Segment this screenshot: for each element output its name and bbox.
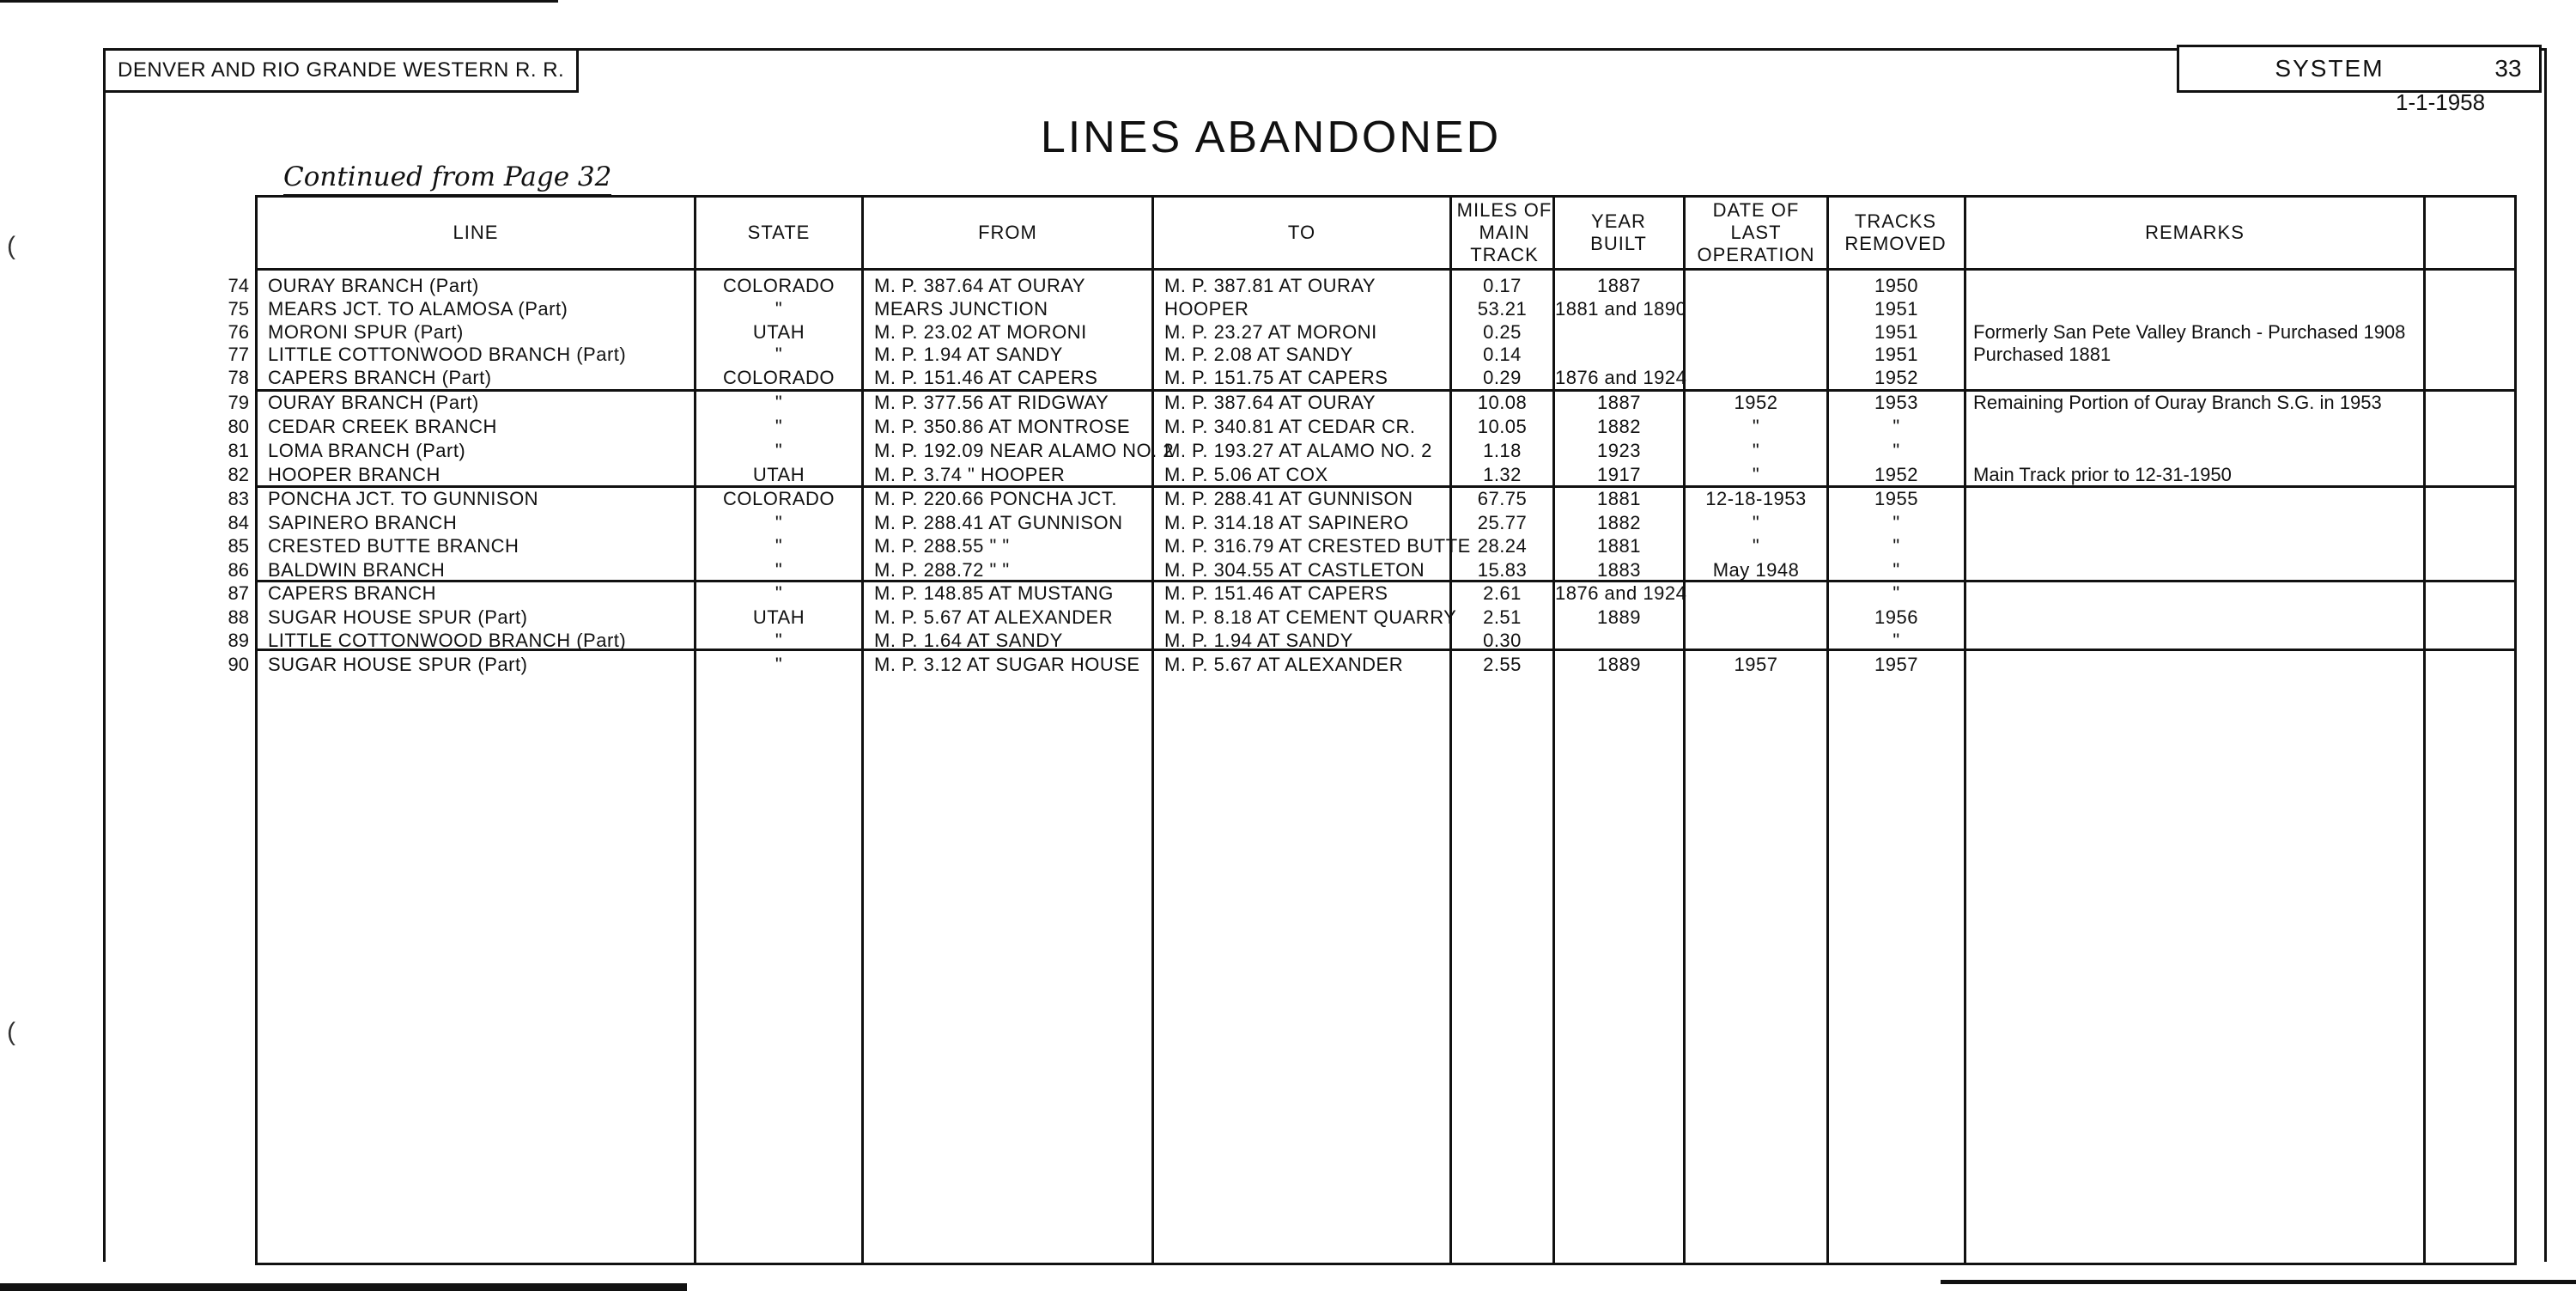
cell-state: " [775, 582, 783, 604]
cell-year-built: 1923 [1597, 440, 1641, 461]
row-number: 84 [228, 512, 249, 533]
cell-line: LITTLE COTTONWOOD BRANCH (Part) [268, 344, 627, 365]
cell-date-last: " [1752, 512, 1760, 533]
cell-line: CEDAR CREEK BRANCH [268, 416, 497, 437]
cell-year-built: 1883 [1597, 559, 1641, 581]
cell-line: MEARS JCT. TO ALAMOSA (Part) [268, 298, 568, 320]
cell-miles: 10.05 [1477, 416, 1528, 437]
column-header-date-last-operation: DATE OF LAST OPERATION [1697, 199, 1815, 265]
cell-state: UTAH [752, 464, 805, 485]
railroad-name: DENVER AND RIO GRANDE WESTERN R. R. [103, 48, 579, 93]
cell-from: M. P. 23.02 AT MORONI [874, 321, 1087, 343]
row-number: 78 [228, 367, 249, 388]
cell-tracks-removed: 1955 [1874, 488, 1918, 509]
cell-date-last: " [1752, 416, 1760, 437]
cell-tracks-removed: 1951 [1874, 298, 1918, 320]
cell-from: M. P. 377.56 AT RIDGWAY [874, 392, 1109, 413]
column-header-from: FROM [978, 222, 1037, 243]
cell-line: PONCHA JCT. TO GUNNISON [268, 488, 539, 509]
row-number: 77 [228, 344, 249, 365]
row-number: 75 [228, 298, 249, 320]
cell-tracks-removed: 1956 [1874, 606, 1918, 628]
cell-to: M. P. 288.41 AT GUNNISON [1164, 488, 1413, 509]
row-number: 83 [228, 488, 249, 509]
header-divider [255, 268, 2514, 271]
cell-from: M. P. 220.66 PONCHA JCT. [874, 488, 1118, 509]
column-divider [1683, 195, 1686, 1263]
cell-miles: 2.55 [1483, 654, 1522, 675]
cell-state: UTAH [752, 321, 805, 343]
cell-miles: 15.83 [1477, 559, 1528, 581]
cell-line: OURAY BRANCH (Part) [268, 392, 479, 413]
cell-year-built: 1881 and 1890 [1555, 298, 1687, 320]
cell-miles: 1.18 [1483, 440, 1522, 461]
scan-edge-top [0, 0, 558, 3]
row-number: 88 [228, 606, 249, 628]
cell-line: LOMA BRANCH (Part) [268, 440, 466, 461]
cell-date-last: " [1752, 440, 1760, 461]
row-number: 79 [228, 392, 249, 413]
cell-from: M. P. 1.64 AT SANDY [874, 630, 1063, 651]
cell-miles: 28.24 [1477, 535, 1528, 557]
cell-to: M. P. 2.08 AT SANDY [1164, 344, 1353, 365]
cell-year-built: 1881 [1597, 488, 1641, 509]
column-header-remarks: REMARKS [2145, 222, 2245, 243]
cell-to: M. P. 8.18 AT CEMENT QUARRY [1164, 606, 1457, 628]
cell-tracks-removed: " [1893, 630, 1900, 651]
cell-year-built: 1876 and 1924 [1555, 367, 1687, 388]
row-number: 85 [228, 535, 249, 557]
column-divider [861, 195, 864, 1263]
cell-from: M. P. 3.74 " HOOPER [874, 464, 1066, 485]
row-number: 89 [228, 630, 249, 651]
cell-from: M. P. 3.12 AT SUGAR HOUSE [874, 654, 1140, 675]
cell-state: COLORADO [723, 367, 835, 388]
column-header-state: STATE [747, 222, 811, 243]
scan-edge-bottom [0, 1283, 687, 1291]
cell-state: COLORADO [723, 275, 835, 296]
column-divider [1964, 195, 1966, 1263]
cell-tracks-removed: " [1893, 535, 1900, 557]
cell-to: M. P. 314.18 AT SAPINERO [1164, 512, 1409, 533]
cell-miles: 2.51 [1483, 606, 1522, 628]
column-divider [1552, 195, 1555, 1263]
cell-year-built: 1881 [1597, 535, 1641, 557]
cell-miles: 0.25 [1483, 321, 1522, 343]
cell-year-built: 1876 and 1924 [1555, 582, 1687, 604]
cell-to: M. P. 1.94 AT SANDY [1164, 630, 1353, 651]
cell-miles: 0.17 [1483, 275, 1522, 296]
effective-date: 1-1-1958 [2396, 89, 2486, 115]
cell-line: SUGAR HOUSE SPUR (Part) [268, 654, 528, 675]
cell-miles: 0.14 [1483, 344, 1522, 365]
cell-line: SAPINERO BRANCH [268, 512, 458, 533]
cell-from: M. P. 288.41 AT GUNNISON [874, 512, 1123, 533]
page-title: LINES ABANDONED [1040, 113, 1502, 162]
cell-year-built: 1887 [1597, 275, 1641, 296]
column-divider [2423, 195, 2426, 1263]
continued-note: Continued from Page 32 [283, 161, 611, 196]
cell-state: " [775, 416, 783, 437]
cell-state: " [775, 559, 783, 581]
cell-state: COLORADO [723, 488, 835, 509]
cell-state: " [775, 440, 783, 461]
cell-date-last: 1952 [1734, 392, 1778, 413]
system-label: SYSTEM [2275, 55, 2385, 82]
cell-miles: 10.08 [1477, 392, 1528, 413]
cell-from: M. P. 148.85 AT MUSTANG [874, 582, 1114, 604]
cell-tracks-removed: 1951 [1874, 344, 1918, 365]
cell-from: M. P. 350.86 AT MONTROSE [874, 416, 1131, 437]
cell-miles: 2.61 [1483, 582, 1522, 604]
row-number: 81 [228, 440, 249, 461]
row-number: 86 [228, 559, 249, 581]
scan-mark: ( [7, 1018, 15, 1046]
column-header-to: TO [1287, 222, 1316, 243]
cell-to: M. P. 5.67 AT ALEXANDER [1164, 654, 1404, 675]
cell-year-built: 1882 [1597, 512, 1641, 533]
cell-year-built: 1889 [1597, 606, 1641, 628]
cell-state: " [775, 535, 783, 557]
cell-line: CRESTED BUTTE BRANCH [268, 535, 519, 557]
cell-line: SUGAR HOUSE SPUR (Part) [268, 606, 528, 628]
cell-from: M. P. 5.67 AT ALEXANDER [874, 606, 1114, 628]
cell-remarks: Remaining Portion of Ouray Branch S.G. in 1953 [1973, 392, 2382, 413]
scan-mark: ( [7, 232, 15, 260]
cell-tracks-removed: " [1893, 416, 1900, 437]
cell-line: CAPERS BRANCH [268, 582, 436, 604]
row-number: 82 [228, 464, 249, 485]
cell-state: " [775, 392, 783, 413]
cell-tracks-removed: 1952 [1874, 464, 1918, 485]
cell-state: " [775, 298, 783, 320]
column-header-line: LINE [453, 222, 499, 243]
cell-tracks-removed: 1950 [1874, 275, 1918, 296]
cell-to: M. P. 23.27 AT MORONI [1164, 321, 1377, 343]
system-box [2177, 45, 2482, 93]
cell-to: M. P. 193.27 AT ALAMO NO. 2 [1164, 440, 1432, 461]
row-number: 76 [228, 321, 249, 343]
cell-year-built: 1887 [1597, 392, 1641, 413]
cell-tracks-removed: 1957 [1874, 654, 1918, 675]
cell-state: " [775, 512, 783, 533]
page-number: 33 [2477, 45, 2542, 93]
cell-remarks: Purchased 1881 [1973, 344, 2111, 365]
row-number: 74 [228, 275, 249, 296]
cell-to: M. P. 340.81 AT CEDAR CR. [1164, 416, 1416, 437]
cell-from: M. P. 387.64 AT OURAY [874, 275, 1086, 296]
cell-to: M. P. 304.55 AT CASTLETON [1164, 559, 1425, 581]
cell-miles: 67.75 [1477, 488, 1528, 509]
cell-state: " [775, 630, 783, 651]
column-header-miles: MILES OF MAIN TRACK [1456, 199, 1552, 265]
cell-miles: 0.29 [1483, 367, 1522, 388]
cell-line: BALDWIN BRANCH [268, 559, 446, 581]
cell-tracks-removed: " [1893, 582, 1900, 604]
cell-line: LITTLE COTTONWOOD BRANCH (Part) [268, 630, 627, 651]
column-header-tracks-removed: TRACKS REMOVED [1844, 210, 1947, 254]
cell-from: M. P. 151.46 AT CAPERS [874, 367, 1098, 388]
cell-tracks-removed: " [1893, 440, 1900, 461]
cell-to: M. P. 387.64 AT OURAY [1164, 392, 1376, 413]
cell-miles: 25.77 [1477, 512, 1528, 533]
cell-tracks-removed: " [1893, 512, 1900, 533]
cell-state: UTAH [752, 606, 805, 628]
cell-from: M. P. 288.55 " " [874, 535, 1010, 557]
cell-remarks: Main Track prior to 12-31-1950 [1973, 464, 2232, 485]
cell-line: MORONI SPUR (Part) [268, 321, 464, 343]
cell-miles: 0.30 [1483, 630, 1522, 651]
cell-year-built: 1882 [1597, 416, 1641, 437]
cell-miles: 1.32 [1483, 464, 1522, 485]
cell-state: " [775, 654, 783, 675]
cell-miles: 53.21 [1477, 298, 1528, 320]
column-divider [1151, 195, 1154, 1263]
cell-date-last: " [1752, 535, 1760, 557]
cell-tracks-removed: 1951 [1874, 321, 1918, 343]
cell-remarks: Formerly San Pete Valley Branch - Purchased 1908 [1973, 321, 2406, 343]
cell-date-last: 12-18-1953 [1705, 488, 1807, 509]
cell-line: OURAY BRANCH (Part) [268, 275, 479, 296]
row-number: 90 [228, 654, 249, 675]
cell-from: M. P. 1.94 AT SANDY [874, 344, 1063, 365]
cell-tracks-removed: 1952 [1874, 367, 1918, 388]
column-header-year-built: YEAR BUILT [1590, 210, 1647, 254]
cell-from: MEARS JUNCTION [874, 298, 1048, 320]
cell-from: M. P. 192.09 NEAR ALAMO NO. 2 [874, 440, 1175, 461]
cell-state: " [775, 344, 783, 365]
row-number: 80 [228, 416, 249, 437]
cell-tracks-removed: 1953 [1874, 392, 1918, 413]
cell-tracks-removed: " [1893, 559, 1900, 581]
cell-to: M. P. 316.79 AT CRESTED BUTTE [1164, 535, 1471, 557]
cell-date-last: May 1948 [1712, 559, 1800, 581]
cell-to: M. P. 5.06 AT COX [1164, 464, 1328, 485]
cell-date-last: " [1752, 464, 1760, 485]
cell-to: M. P. 151.46 AT CAPERS [1164, 582, 1388, 604]
cell-to: M. P. 151.75 AT CAPERS [1164, 367, 1388, 388]
cell-year-built: 1889 [1597, 654, 1641, 675]
cell-line: CAPERS BRANCH (Part) [268, 367, 492, 388]
cell-to: HOOPER [1164, 298, 1249, 320]
scan-edge-bottom-right [1941, 1280, 2576, 1284]
cell-date-last: 1957 [1734, 654, 1778, 675]
cell-line: HOOPER BRANCH [268, 464, 440, 485]
cell-to: M. P. 387.81 AT OURAY [1164, 275, 1376, 296]
row-number: 87 [228, 582, 249, 604]
cell-year-built: 1917 [1597, 464, 1641, 485]
cell-from: M. P. 288.72 " " [874, 559, 1010, 581]
